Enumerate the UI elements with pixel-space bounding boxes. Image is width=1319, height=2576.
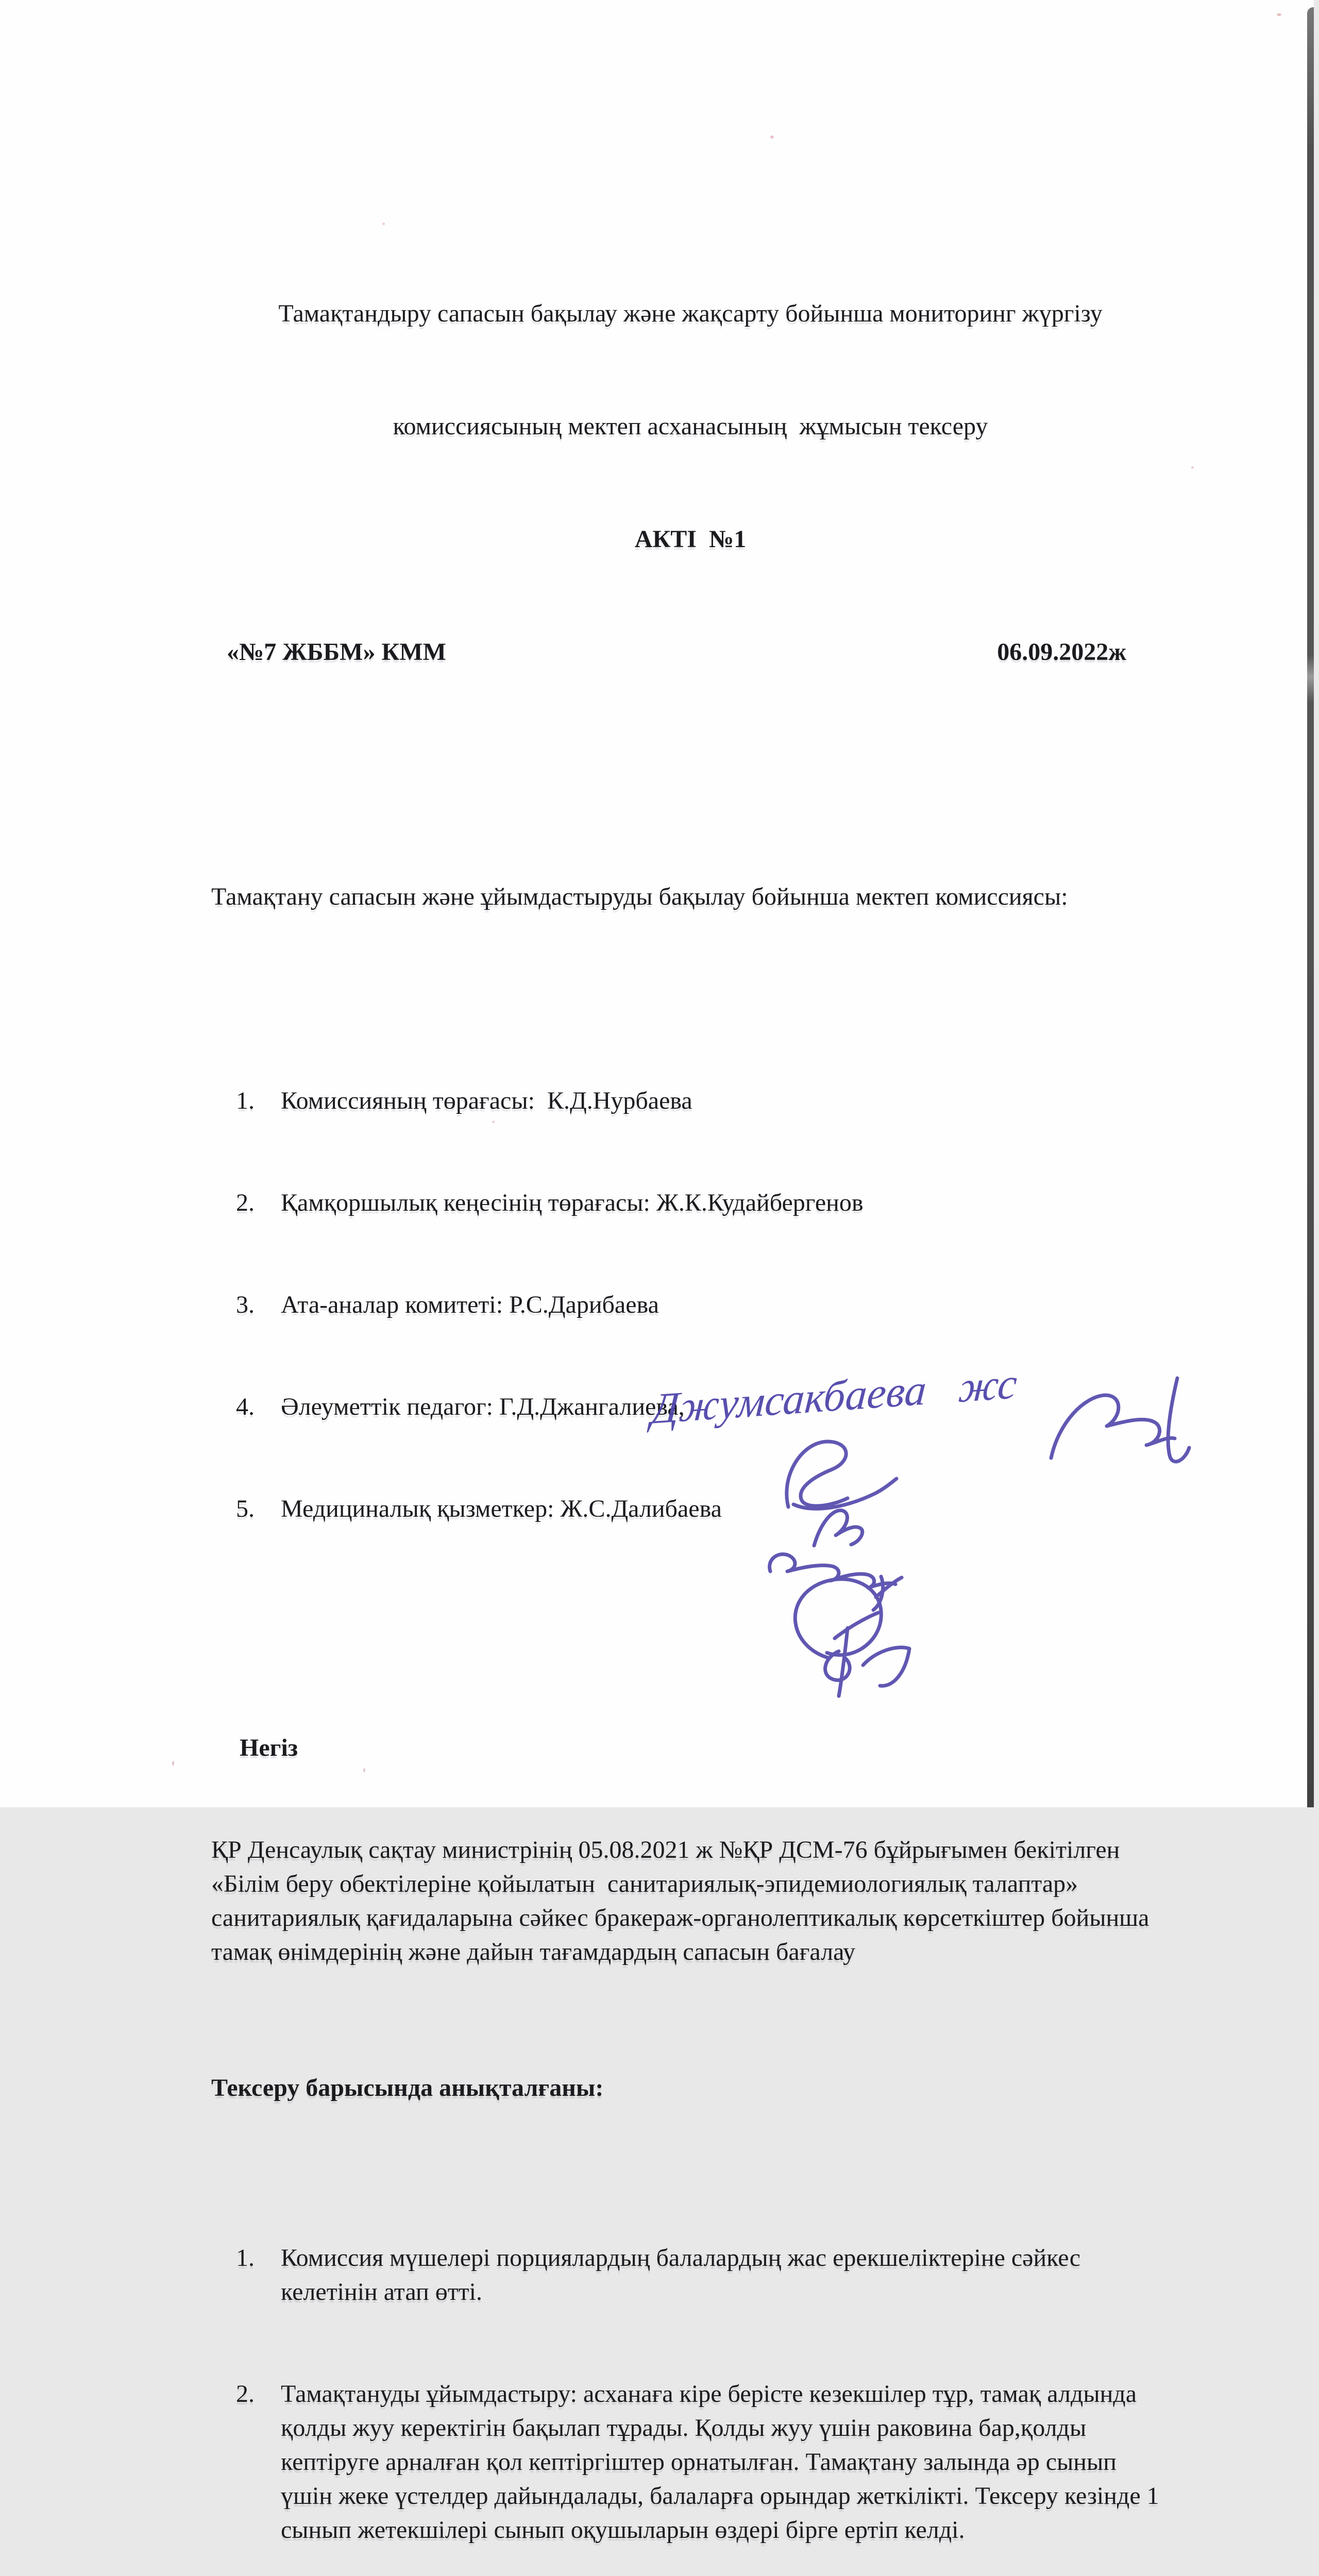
item-text: Комиссия мүшелері порциялардың балалардың жас ерекшеліктеріне сәйкес келетінін атап өтті. — [281, 2244, 1087, 2306]
commission-lead: Тамақтану сапасын және ұйымдастыруды бақылау бойынша мектеп комиссиясы: — [211, 883, 1068, 910]
item-number: 4. — [236, 1393, 255, 1420]
document-title-line2: комиссиясының мектеп асханасының жұмысын тексеру — [393, 413, 988, 440]
list-item — [211, 1186, 1170, 1220]
act-date: 06.09.2022ж — [997, 638, 1126, 666]
basis-heading: Негіз — [240, 1734, 298, 1761]
scan-speck — [1277, 13, 1281, 16]
signature-ink-layer — [567, 1350, 1319, 1762]
findings-list — [211, 2173, 1170, 2576]
signature-flourish-scribble — [1168, 1378, 1189, 1462]
signature-scribble-1 — [787, 1442, 897, 1509]
item-number: 5. — [236, 1495, 255, 1522]
basis-paragraph: ҚР Денсаулық сақтау министрінің 05.08.2021 ж №ҚР ДСМ-76 бұйрығымен бекітілген «Білім беру обектілеріне қойылатын санитариялық-эпидемиологиялық талаптар» санитариялық қағидаларына сәйкес бракераж-органолептикалық көрсеткіштер бойынша тамақ өнімдерінің және дайын тағамдардың сапасын бағалау — [211, 1836, 1156, 1965]
signature-scribble-4 — [795, 1578, 902, 1658]
scan-speck — [172, 1761, 174, 1766]
title-block — [211, 219, 1170, 746]
list-item — [211, 2241, 1170, 2309]
list-item — [211, 1084, 1170, 1118]
item-text: Тамақтануды ұйымдастыру: асханаға кіре берісте кезекшілер тұр, тамақ алдында қолды жуу керектігін бақылап тұрады. Қолды жуу үшін раковина бар,қолды кептіруге арналған қол кептіргіштер орнатылған. Тамақтану залында әр сынып үшін жеке үстелдер дайындалады, балаларға орындар жеткілікті. Тексеру кезінде 1 сынып жетекшілері сынып оқушыларын өздері бірге ертіп келді. — [281, 2380, 1165, 2544]
list-item — [211, 2377, 1170, 2547]
org-date-row — [211, 633, 1170, 671]
org-name: «№7 ЖББМ» КММ — [227, 638, 446, 666]
item-number: 1. — [236, 2244, 255, 2272]
item-text: Әлеуметтік педагог: Г.Д.Джангалиева, — [281, 1393, 685, 1420]
scan-speck — [363, 1768, 365, 1772]
scan-speck — [770, 135, 774, 139]
item-number: 2. — [236, 1189, 255, 1216]
findings-heading: Тексеру барысында анықталғаны: — [211, 2074, 604, 2102]
scan-speck — [492, 1121, 495, 1123]
item-text: Медициналық қызметкер: Ж.С.Далибаева — [281, 1495, 722, 1522]
item-text: Комиссияның төрағасы: К.Д.Нурбаева — [281, 1087, 692, 1114]
handwritten-signature-name: Джумсакбаева жс — [650, 1359, 1019, 1434]
signature-scribble-5 — [825, 1628, 909, 1696]
item-number: 1. — [236, 1087, 255, 1114]
signature-scribble-3 — [770, 1554, 895, 1610]
item-text: Ата-аналар комитеті: Р.С.Дарибаева — [281, 1291, 659, 1318]
document-body — [211, 117, 1170, 2576]
item-number: 3. — [236, 1291, 255, 1318]
item-text: Қамқоршылық кеңесінің төрағасы: Ж.К.Кудайбергенов — [281, 1189, 864, 1216]
item-number: 2. — [236, 2380, 255, 2408]
signature-flourish-scribble — [1051, 1395, 1175, 1458]
list-item — [211, 1288, 1170, 1322]
signature-scribble-2 — [814, 1511, 863, 1546]
document-title-line1: Тамақтандыру сапасын бақылау және жақсарту бойынша мониторинг жүргізу — [278, 300, 1103, 327]
scan-speck — [1191, 466, 1194, 469]
scan-speck — [382, 223, 385, 225]
act-number: АКТІ №1 — [634, 526, 747, 553]
